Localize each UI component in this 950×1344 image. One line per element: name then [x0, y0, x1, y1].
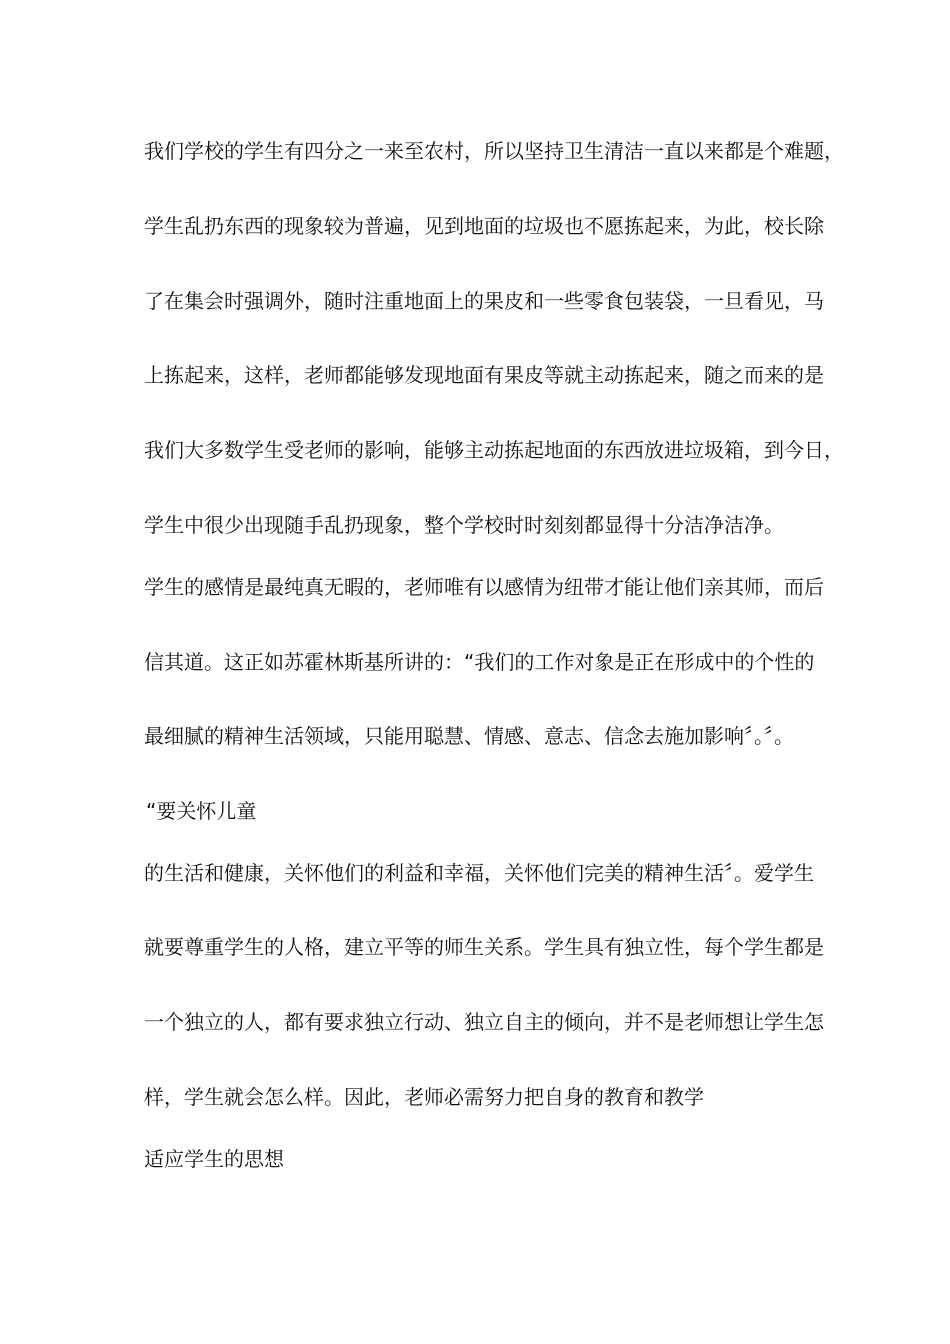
text-line: 信其道。这正如苏霍林斯基所讲的：“我们的工作对象是正在形成中的个性的 — [144, 650, 815, 674]
text-line: 一个独立的人，都有要求独立行动、独立自主的倾向，并不是老师想让学生怎 — [144, 1010, 824, 1034]
text-line: 学生乱扔东西的现象较为普遍，见到地面的垃圾也不愿拣起来，为此，校长除 — [144, 214, 824, 238]
text-line: 适应学生的思想 — [144, 1147, 284, 1171]
text-line: 就要尊重学生的人格，建立平等的师生关系。学生具有独立性，每个学生都是 — [144, 935, 824, 959]
text-line: 我们学校的学生有四分之一来至农村，所以坚持卫生清洁一直以来都是个难题， — [144, 139, 844, 163]
text-line: “要关怀儿童 — [146, 799, 257, 823]
text-line: 我们大多数学生受老师的影响，能够主动拣起地面的东西放进垃圾箱，到今日， — [144, 438, 844, 462]
text-line: 的生活和健康，关怀他们的利益和幸福，关怀他们完美的精神生活〞。爱学生 — [144, 861, 814, 885]
text-line: 上拣起来，这样，老师都能够发现地面有果皮等就主动拣起来，随之而来的是 — [144, 363, 824, 387]
text-line: 最细腻的精神生活领域，只能用聪慧、情感、意志、信念去施加影响〞。〞。 — [144, 724, 794, 748]
text-line: 了在集会时强调外，随时注重地面上的果皮和一些零食包装袋，一旦看见，马 — [144, 289, 824, 313]
text-line: 学生中很少出现随手乱扔现象，整个学校时时刻刻都显得十分洁净洁净。 — [144, 513, 784, 537]
text-line: 学生的感情是最纯真无暇的，老师唯有以感情为纽带才能让他们亲其师，而后 — [144, 575, 824, 599]
text-line: 样，学生就会怎么样。因此，老师必需努力把自身的教育和教学 — [144, 1085, 704, 1109]
